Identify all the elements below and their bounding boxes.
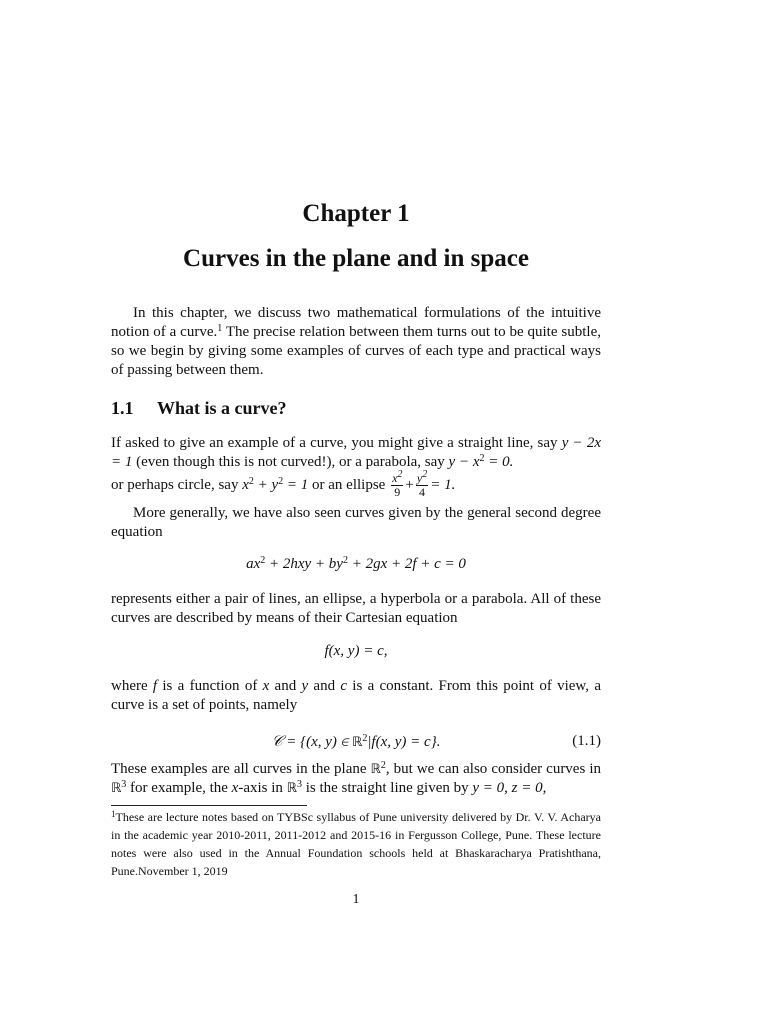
text: or perhaps circle, say (111, 476, 243, 493)
section-number: 1.1 (111, 398, 134, 418)
text: These examples are all curves in the plane (111, 761, 371, 777)
equation-curve-set (111, 733, 601, 751)
exponent: 2 (380, 760, 386, 771)
text: and (308, 678, 341, 694)
paragraph-plane-space (111, 760, 601, 798)
plus-sign: + (405, 476, 414, 493)
fraction-denominator: 9 (394, 485, 401, 499)
exponent: 2 (397, 469, 403, 480)
footnote-reference[interactable]: 1 (217, 323, 223, 334)
text: , but we can also consider curves in (385, 761, 601, 777)
fraction-numerator: y (416, 471, 423, 485)
intro-text-a: In this chapter, we discuss two mathematical formulations of the intuitive notion of a curve. (111, 305, 601, 340)
eq-term: |f(x, y) = c}. (367, 734, 441, 750)
section-title: What is a curve? (157, 398, 287, 418)
exponent: 2 (260, 555, 266, 566)
intro-text-b: The precise relation between them turns out to be quite subtle, so we begin by giving some examples of curves of each type and practical ways of passing between them. (111, 324, 601, 378)
math-ellipse-rest: = 1. (430, 476, 456, 493)
page (111, 0, 601, 1024)
real-numbers-symbol: ℝ (286, 781, 297, 796)
fraction-denominator: 4 (419, 485, 426, 499)
text: is the straight line given by (301, 780, 473, 796)
footnote-mark: 1 (111, 809, 116, 819)
exponent: 2 (362, 733, 368, 744)
page-number: 1 (352, 892, 360, 907)
math-var: x (262, 678, 270, 694)
fraction-numerator: x (392, 471, 398, 485)
fraction-y-over-4 (416, 469, 428, 499)
chapter-title: Curves in the plane and in space (183, 245, 529, 272)
footnote-divider (111, 805, 307, 806)
text: where (111, 678, 153, 694)
exponent: 2 (278, 475, 284, 487)
paragraph-represents: represents either a pair of lines, an ellipse, a hyperbola or a parabola. All of these curves are described by means of their Cartesian equation (111, 591, 601, 626)
real-numbers-symbol: ℝ (352, 735, 363, 750)
equation-cartesian: f(x, y) = c, (324, 643, 388, 659)
text: or an ellipse (308, 476, 390, 493)
paragraph-general: More generally, we have also seen curves given by the general second degree equation (111, 505, 601, 540)
math-var: c (340, 678, 348, 694)
math-var: x (231, 780, 239, 796)
fraction-x-over-9 (391, 469, 403, 499)
chapter-label: Chapter 1 (302, 200, 410, 227)
math-var: y (301, 678, 309, 694)
paragraph-examples (111, 434, 601, 499)
math-parabola: y − x (448, 454, 480, 470)
eq-term: + 2gx + 2f + c = 0 (347, 556, 466, 572)
paragraph-where (111, 677, 601, 715)
text: is a constant. From this point of view, a curve is a set of points, namely (111, 678, 601, 713)
math-axis-equations: y = 0, z = 0, (472, 780, 547, 796)
math-circle-y: + y (253, 476, 279, 493)
real-numbers-symbol: ℝ (370, 762, 381, 777)
exponent: 2 (479, 453, 485, 464)
exponent: 2 (342, 555, 348, 566)
eq-term: ax (246, 556, 261, 572)
math-parabola-rest: = 0. (484, 454, 514, 470)
real-numbers-symbol: ℝ (111, 781, 122, 796)
section-heading (111, 398, 287, 419)
exponent: 3 (296, 779, 302, 790)
math-var: f (152, 678, 158, 694)
equation-number: (1.1) (572, 733, 601, 749)
text: If asked to give an example of a curve, you might give a straight line, say (111, 435, 562, 451)
exponent: 3 (121, 779, 127, 790)
intro-paragraph (111, 304, 601, 380)
footnote (111, 808, 601, 880)
footnote-text: These are lecture notes based on TYBSc syllabus of Pune university delivered by Dr. V. V. Acharya in the academic year 2010-2011, 2011-2012 and 2015-16 in Fergusson College, Pune. These lecture notes were also used in the Annual Foundation schools held at Bhaskaracharya Pratishthana, Pune.November 1, 2019 (111, 810, 601, 878)
math-line: y − 2x = 1 (111, 435, 602, 470)
text: is a function of (157, 678, 263, 694)
exponent: 2 (422, 469, 428, 480)
math-circle-x: x (242, 476, 249, 493)
exponent: 2 (248, 475, 254, 487)
math-circle-rest: = 1 (283, 476, 309, 493)
text: for example, the (126, 780, 232, 796)
eq-term: + 2hxy + by (265, 556, 343, 572)
text: and (269, 678, 302, 694)
equation-general-second-degree (111, 556, 601, 573)
eq-term: 𝒞 = {(x, y) ∈ (271, 734, 353, 750)
text: -axis in (238, 780, 287, 796)
text: (even though this is not curved!), or a parabola, say (132, 454, 449, 470)
